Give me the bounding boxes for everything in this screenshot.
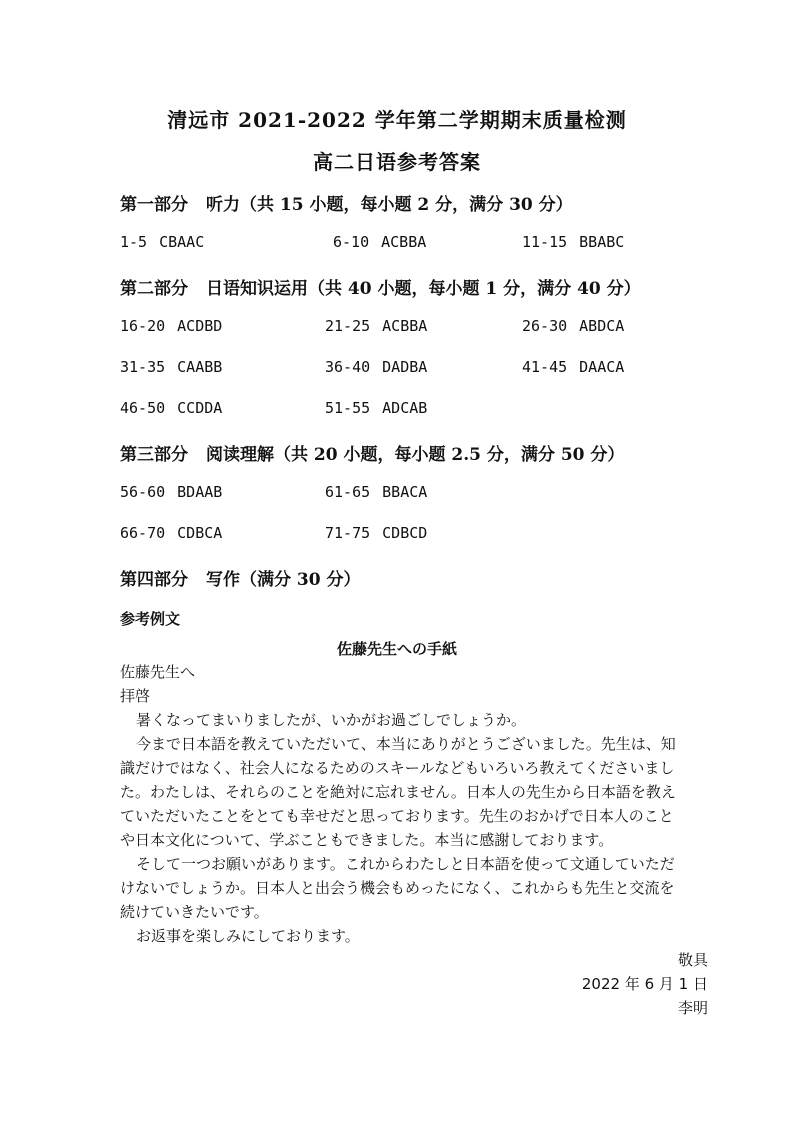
section-3-heading [120,440,624,465]
section-3-label: 第三部分 [120,445,188,465]
document-subtitle: 高二日语参考答案 [313,150,481,174]
letter-line: ていただいたことをとても幸せだと思っております。先生のおかげで日本人のこと [120,807,674,825]
section-1-label: 第一部分 [120,195,188,215]
letter-line: お返事を楽しみにしております。 [136,927,360,945]
letter-title: 佐藤先生への手紙 [336,640,457,658]
section-2-heading [120,274,641,299]
answer-item: 41-45 DAACA [522,358,625,376]
letter-line: そして一つお願いがあります。これからわたしと日本語を使って文通していただ [136,855,675,873]
section-2-label: 第二部分 [120,279,188,299]
section-2-desc: 日语知识运用（共 40 小题，每小题 1 分，满分 40 分） [206,279,641,299]
section-3-desc: 阅读理解（共 20 小题，每小题 2.5 分，满分 50 分） [206,445,625,465]
letter-line: 暑くなってまいりましたが、いかがお過ごしでしょうか。 [136,711,527,729]
section-4-heading [120,565,361,590]
answer-item: 21-25 ACBBA [325,317,428,335]
answer-item: 31-35 CAABB [120,358,223,376]
letter-line: 識だけではなく、社会人になるためのスキールなどもいろいろ教えてくださいまし [120,759,675,777]
letter-opening: 拝啓 [120,687,151,705]
letter-line: や日本文化について、学ぶこともできました。本当に感謝しております。 [120,831,614,849]
letter-salutation: 佐藤先生へ [120,663,196,681]
sample-label: 参考例文 [120,610,181,628]
answer-item: 6-10 ACBBA [333,233,427,251]
answer-item: 66-70 CDBCA [120,524,223,542]
letter-date: 2022 年 6 月 1 日 [581,975,708,993]
answer-item: 1-5 CBAAC [120,233,205,251]
answer-item: 56-60 BDAAB [120,483,223,501]
section-4-label: 第四部分 [120,570,188,590]
letter-line: た。わたしは、それらのことを絶対に忘れません。日本人の先生から日本語を教え [120,783,676,801]
answer-item: 11-15 BBABC [522,233,625,251]
answer-item: 61-65 BBACA [325,483,428,501]
section-1-desc: 听力（共 15 小题，每小题 2 分，满分 30 分） [206,195,573,215]
letter-signature: 李明 [677,999,708,1017]
letter-line: 今まで日本語を教えていただいて、本当にありがとうございました。先生は、知 [136,735,676,753]
letter-closing: 敬具 [677,951,708,969]
document-title: 清远市 2021-2022 学年第二学期期末质量检测 [167,108,627,132]
answer-item: 46-50 CCDDA [120,399,223,417]
section-4-desc: 写作（满分 30 分） [206,570,361,590]
section-1-heading [120,190,573,215]
answer-item: 26-30 ABDCA [522,317,625,335]
answer-item: 36-40 DADBA [325,358,428,376]
letter-line: けないでしょうか。日本人と出会う機会もめったになく、これからも先生と交流を [120,879,675,897]
letter-line: 続けていきたいです。 [120,903,269,921]
answer-item: 71-75 CDBCD [325,524,428,542]
answer-item: 16-20 ACDBD [120,317,223,335]
answer-item: 51-55 ADCAB [325,399,428,417]
